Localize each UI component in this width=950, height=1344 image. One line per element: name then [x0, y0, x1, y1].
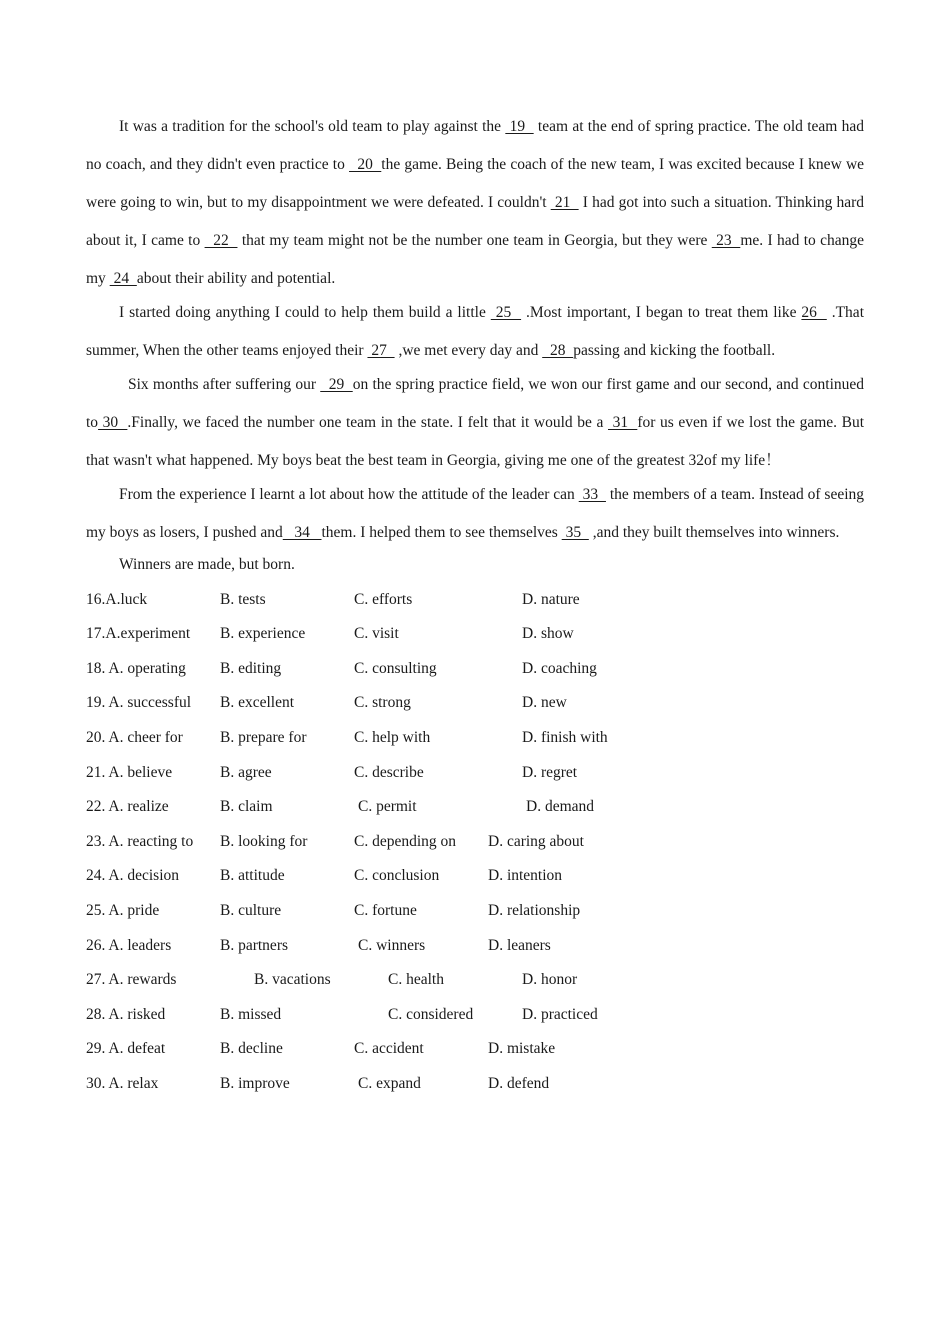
passage-paragraph — [86, 108, 864, 298]
option-a — [86, 686, 191, 721]
blank-number: 31 — [608, 414, 638, 431]
option-c: C. accident — [354, 1040, 424, 1058]
option-row — [86, 859, 864, 894]
question-number: 17. — [86, 625, 106, 643]
question-number: 28. — [86, 1005, 109, 1023]
option-a — [86, 790, 169, 825]
option-c: C. fortune — [354, 901, 417, 919]
option-row — [86, 894, 864, 929]
question-number: 22. — [86, 798, 109, 816]
question-number: 20. — [86, 728, 109, 746]
blank-number: 27 — [367, 342, 395, 359]
option-row — [86, 790, 864, 825]
option-row — [86, 998, 864, 1033]
option-row — [86, 1032, 864, 1067]
question-number: 29. — [86, 1040, 109, 1058]
blank-number: 26 — [801, 304, 827, 321]
question-number: 23. — [86, 832, 109, 850]
blank-number: 22 — [204, 232, 238, 249]
option-row — [86, 929, 864, 964]
passage-text: the game. Being the coach of the new team, I was excited because I knew we were going to win, but to my disappointment we were defeated. I couldn't — [86, 156, 865, 211]
option-d: D. relationship — [488, 901, 581, 919]
passage-text: passing and kicking the football. — [573, 342, 776, 359]
passage-text: the members of a team. Instead of seeing my boys as losers, I pushed and — [86, 486, 865, 541]
option-b: B. looking for — [220, 832, 308, 850]
option-a — [86, 617, 190, 652]
question-number: 24. — [86, 867, 109, 885]
option-d: D. new — [522, 694, 567, 712]
option-a — [86, 859, 179, 894]
option-a — [86, 963, 176, 998]
passage-text: them. I helped them to see themselves — [321, 524, 562, 541]
passage-text: Six months after suffering our — [128, 376, 321, 393]
option-b: B. improve — [220, 1074, 290, 1092]
option-a — [86, 929, 171, 964]
option-a-text: A. realize — [108, 798, 169, 816]
option-d: D. intention — [488, 867, 563, 885]
option-a — [86, 652, 186, 687]
option-a-text: A. successful — [108, 694, 192, 712]
answer-options — [86, 583, 864, 1102]
option-c: C. strong — [354, 694, 411, 712]
option-a-text: A. decision — [108, 867, 180, 885]
passage-text: for us even if we lost the game. But that wasn't what happened. My boys beat the best team in Georgia, giving me one of the greatest 32of my life！ — [86, 414, 865, 469]
option-b: B. experience — [220, 625, 306, 643]
option-d: D. regret — [522, 763, 578, 781]
blank-number: 21 — [550, 194, 579, 211]
blank-number: 23 — [711, 232, 741, 249]
blank-number: 33 — [578, 486, 606, 503]
passage-text: that my team might not be the number one team in Georgia, but they were — [237, 232, 712, 249]
option-a — [86, 1067, 158, 1102]
passage-text: me. I had to change my — [86, 232, 864, 287]
passage-text: about their ability and potential. — [136, 270, 336, 287]
option-d: D. practiced — [522, 1005, 598, 1023]
blank-number: 29 — [320, 376, 353, 393]
option-c: C. depending on — [354, 832, 457, 850]
passage-text: ,and they built themselves into winners. — [588, 524, 840, 541]
passage-text: team at the end of spring practice. The old team had no coach, and they didn't even practice to — [86, 118, 864, 173]
option-c: C. visit — [354, 625, 399, 643]
option-row — [86, 686, 864, 721]
option-a-text: A. operating — [108, 659, 186, 677]
option-c: C. expand — [358, 1074, 421, 1092]
option-a-text: A. reacting to — [108, 832, 194, 850]
option-b: B. culture — [220, 901, 282, 919]
option-c: C. health — [388, 971, 444, 989]
option-c: C. conclusion — [354, 867, 440, 885]
option-c: C. efforts — [354, 590, 413, 608]
passage-text: I had got into such a situation. Thinking hard about it, I came to — [86, 194, 865, 249]
option-a — [86, 998, 165, 1033]
option-a — [86, 825, 193, 860]
question-number: 26. — [86, 936, 109, 954]
option-row — [86, 652, 864, 687]
question-number: 30. — [86, 1074, 109, 1092]
option-b: B. agree — [220, 763, 272, 781]
passage-text: From the experience I learnt a lot about how the attitude of the leader can — [119, 486, 579, 503]
option-b: B. prepare for — [220, 728, 307, 746]
option-c: C. winners — [358, 936, 426, 954]
option-row — [86, 721, 864, 756]
option-row — [86, 1067, 864, 1102]
option-row — [86, 583, 864, 618]
blank-number: 24 — [109, 270, 137, 287]
question-number: 16. — [86, 590, 106, 608]
document-page — [86, 108, 864, 1102]
option-b: B. partners — [220, 936, 289, 954]
option-d: D. show — [522, 625, 574, 643]
option-d: D. nature — [522, 590, 580, 608]
question-number: 19. — [86, 694, 109, 712]
option-a-text: A. cheer for — [108, 728, 183, 746]
option-d: D. mistake — [488, 1040, 556, 1058]
option-a-text: A. risked — [108, 1005, 166, 1023]
passage-text: I started doing anything I could to help them build a little — [119, 304, 491, 321]
passage-text: It was a tradition for the school's old team to play against the — [119, 118, 506, 135]
blank-number: 25 — [490, 304, 522, 321]
blank-number: 35 — [561, 524, 589, 541]
blank-number: 19 — [505, 118, 534, 135]
passage-text: .That summer, When the other teams enjoyed their — [86, 304, 864, 359]
passage-paragraph — [86, 476, 864, 552]
question-number: 27. — [86, 971, 109, 989]
option-b: B. decline — [220, 1040, 283, 1058]
option-row — [86, 963, 864, 998]
cloze-passage — [86, 108, 864, 552]
option-c: C. describe — [354, 763, 424, 781]
option-a — [86, 583, 147, 618]
option-d: D. coaching — [522, 659, 597, 677]
option-b: B. vacations — [254, 971, 331, 989]
option-c: C. consulting — [354, 659, 437, 677]
option-b: B. editing — [220, 659, 282, 677]
option-d: D. defend — [488, 1074, 550, 1092]
option-c: C. help with — [354, 728, 431, 746]
blank-number: 28 — [542, 342, 574, 359]
passage-text: .Finally, we faced the number one team in the state. I felt that it would be a — [127, 414, 608, 431]
option-a-text: A.experiment — [105, 625, 191, 643]
option-d: D. finish with — [522, 728, 608, 746]
option-d: D. demand — [526, 798, 595, 816]
passage-text: on the spring practice field, we won our first game and our second, and continued to — [86, 376, 865, 431]
option-b: B. excellent — [220, 694, 295, 712]
question-number: 25. — [86, 901, 109, 919]
passage-text: ,we met every day and — [394, 342, 543, 359]
option-a-text: A.luck — [105, 590, 148, 608]
option-a — [86, 721, 183, 756]
option-a-text: A. pride — [108, 901, 160, 919]
option-a — [86, 1032, 165, 1067]
blank-number: 34 — [282, 524, 322, 541]
closing-line: Winners are made, but born. — [119, 556, 295, 573]
option-a — [86, 756, 172, 791]
passage-paragraph — [86, 366, 864, 480]
option-c: C. permit — [358, 798, 417, 816]
option-row — [86, 756, 864, 791]
option-a-text: A. believe — [108, 763, 173, 781]
question-number: 18. — [86, 659, 109, 677]
option-b: B. missed — [220, 1005, 282, 1023]
option-b: B. tests — [220, 590, 266, 608]
option-a-text: A. relax — [108, 1074, 159, 1092]
option-a-text: A. leaders — [108, 936, 172, 954]
passage-text: .Most important, I began to treat them like — [521, 304, 802, 321]
option-a-text: A. rewards — [108, 971, 177, 989]
option-a-text: A. defeat — [108, 1040, 166, 1058]
option-a — [86, 894, 159, 929]
option-b: B. claim — [220, 798, 273, 816]
option-d: D. honor — [522, 971, 578, 989]
option-d: D. leaners — [488, 936, 551, 954]
option-row — [86, 825, 864, 860]
blank-number: 20 — [349, 156, 382, 173]
passage-paragraph — [86, 294, 864, 370]
option-b: B. attitude — [220, 867, 285, 885]
option-row — [86, 617, 864, 652]
question-number: 21. — [86, 763, 109, 781]
option-c: C. considered — [388, 1005, 474, 1023]
blank-number: 30 — [98, 414, 128, 431]
option-d: D. caring about — [488, 832, 584, 850]
